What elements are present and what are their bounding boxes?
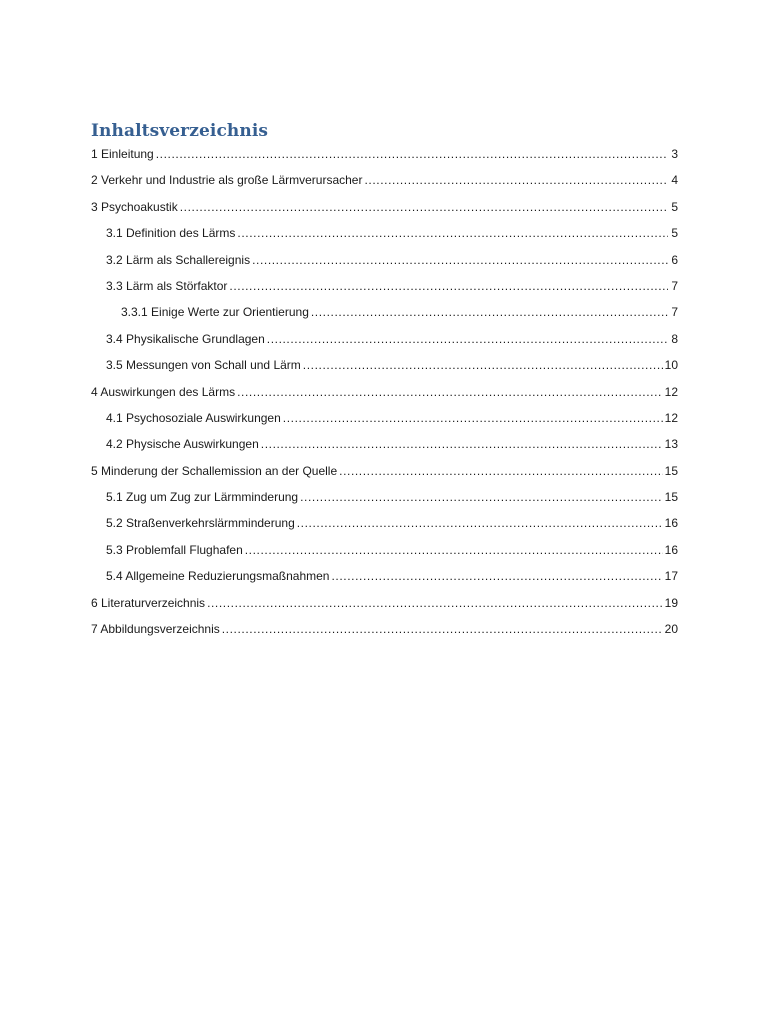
toc-entry-label: 3.5 Messungen von Schall und Lärm (106, 358, 301, 373)
toc-entry-label: 3.3 Lärm als Störfaktor (106, 278, 228, 293)
toc-dot-leader (207, 595, 663, 611)
toc-entry[interactable] (91, 384, 678, 410)
toc-entry[interactable] (91, 515, 678, 541)
toc-list (91, 146, 678, 647)
toc-entry-page-number: 13 (664, 437, 678, 452)
toc-entry-label: 5.2 Straßenverkehrslärmminderung (106, 516, 295, 531)
toc-entry[interactable] (91, 542, 678, 568)
toc-entry-label: 6 Literaturverzeichnis (91, 595, 206, 610)
toc-entry-page-number: 7 (671, 278, 678, 293)
toc-entry[interactable] (91, 595, 678, 621)
toc-title: Inhaltsverzeichnis (91, 121, 269, 141)
toc-dot-leader (237, 384, 663, 400)
toc-dot-leader (283, 410, 663, 426)
toc-entry-label: 1 Einleitung (91, 147, 154, 161)
toc-entry-label: 3.3.1 Einige Werte zur Orientierung (121, 305, 309, 320)
toc-entry[interactable] (91, 436, 678, 462)
toc-dot-leader (331, 568, 662, 584)
toc-entry[interactable] (91, 568, 678, 594)
toc-entry-page-number: 16 (664, 542, 678, 557)
toc-entry-page-number: 15 (664, 490, 678, 505)
toc-entry[interactable] (91, 146, 678, 172)
toc-entry-label: 4.2 Physische Auswirkungen (106, 437, 259, 452)
toc-entry-label: 3 Psychoakustik (91, 199, 178, 214)
toc-entry-label: 5.1 Zug um Zug zur Lärmminderung (106, 490, 299, 505)
toc-entry-label: 3.1 Definition des Lärms (106, 226, 236, 241)
toc-entry-label: 4.1 Psychosoziale Auswirkungen (106, 410, 281, 425)
toc-dot-leader (229, 278, 668, 294)
toc-dot-leader (237, 225, 668, 241)
toc-entry-label: 5 Minderung der Schallemission an der Quelle (91, 463, 338, 478)
toc-entry-page-number: 10 (664, 358, 678, 373)
toc-entry[interactable] (91, 304, 678, 330)
toc-dot-leader (252, 252, 668, 268)
toc-entry-page-number: 6 (671, 252, 678, 267)
toc-dot-leader (297, 515, 663, 531)
toc-dot-leader (245, 542, 663, 558)
toc-entry-page-number: 12 (664, 384, 678, 399)
toc-entry-page-number: 4 (671, 173, 678, 188)
toc-dot-leader (311, 304, 668, 320)
toc-entry[interactable] (91, 172, 678, 198)
toc-entry-page-number: 5 (671, 199, 678, 214)
toc-dot-leader (339, 463, 663, 479)
toc-entry-page-number: 3 (671, 147, 678, 161)
toc-dot-leader (267, 331, 668, 347)
toc-entry[interactable] (91, 331, 678, 357)
toc-entry[interactable] (91, 463, 678, 489)
toc-entry-label: 3.4 Physikalische Grundlagen (106, 331, 265, 346)
toc-entry-page-number: 8 (671, 331, 678, 346)
toc-entry-page-number: 7 (671, 305, 678, 320)
toc-entry-label: 5.4 Allgemeine Reduzierungsmaßnahmen (106, 569, 330, 584)
toc-dot-leader (156, 146, 668, 162)
toc-entry-page-number: 5 (671, 226, 678, 241)
toc-entry[interactable] (91, 357, 678, 383)
toc-dot-leader (303, 357, 663, 373)
toc-dot-leader (222, 621, 663, 637)
toc-dot-leader (180, 199, 668, 215)
toc-entry-page-number: 17 (664, 569, 678, 584)
toc-entry-page-number: 16 (664, 516, 678, 531)
toc-entry[interactable] (91, 621, 678, 647)
toc-entry-page-number: 12 (664, 410, 678, 425)
toc-entry[interactable] (91, 225, 678, 251)
toc-entry-page-number: 19 (664, 595, 678, 610)
toc-entry[interactable] (91, 410, 678, 436)
toc-entry-label: 4 Auswirkungen des Lärms (91, 384, 236, 399)
toc-entry[interactable] (91, 252, 678, 278)
toc-entry-label: 5.3 Problemfall Flughafen (106, 542, 243, 557)
toc-dot-leader (261, 436, 663, 452)
toc-entry-label: 3.2 Lärm als Schallereignis (106, 252, 251, 267)
toc-entry[interactable] (91, 278, 678, 304)
toc-entry-page-number: 20 (664, 622, 678, 637)
toc-entry[interactable] (91, 489, 678, 515)
toc-entry-label: 2 Verkehr und Industrie als große Lärmverursacher (91, 173, 363, 188)
toc-dot-leader (300, 489, 663, 505)
toc-entry-page-number: 15 (664, 463, 678, 478)
toc-entry-label: 7 Abbildungsverzeichnis (91, 622, 220, 637)
toc-dot-leader (364, 172, 668, 188)
toc-entry[interactable] (91, 199, 678, 225)
